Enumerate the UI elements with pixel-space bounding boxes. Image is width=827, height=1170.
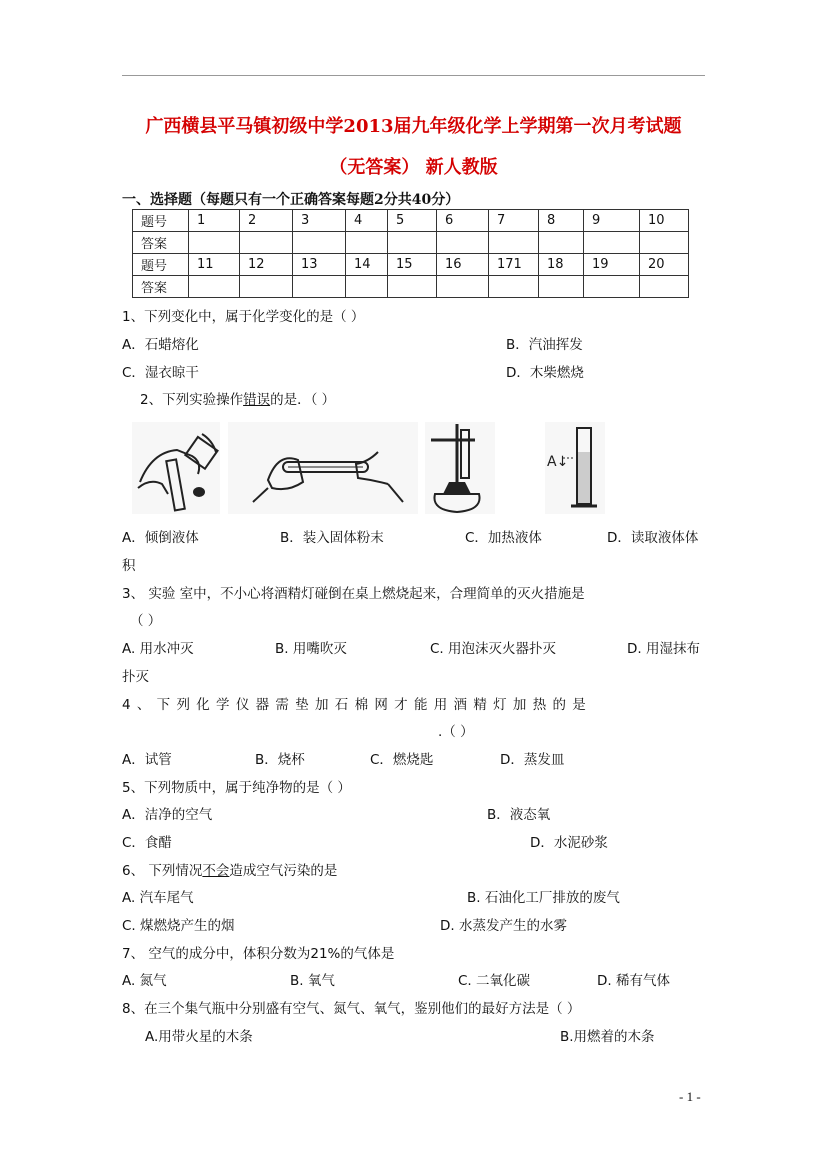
heat-liquid-figure bbox=[425, 422, 495, 514]
question-5-stem: 5、下列物质中，属于纯净物的是（ ） bbox=[122, 780, 351, 796]
answer-cell[interactable] bbox=[293, 232, 346, 254]
answer-cell[interactable] bbox=[539, 276, 584, 298]
q6-stem-underlined: 不会 bbox=[202, 863, 230, 879]
q3-option-b[interactable]: B. 用嘴吹灭 bbox=[275, 641, 347, 657]
question-1-stem: 1、下列变化中，属于化学变化的是（ ） bbox=[122, 309, 365, 325]
table-row bbox=[133, 276, 689, 298]
table-cell: 3 bbox=[293, 210, 346, 232]
table-cell: 答案 bbox=[133, 276, 189, 298]
table-cell: 4 bbox=[346, 210, 388, 232]
header-rule bbox=[122, 75, 705, 76]
answer-cell[interactable] bbox=[346, 232, 388, 254]
answer-cell[interactable] bbox=[584, 232, 640, 254]
q2-option-b[interactable]: B．装入固体粉末 bbox=[280, 530, 384, 546]
answer-table bbox=[132, 209, 689, 298]
q4-option-d[interactable]: D．蒸发皿 bbox=[500, 752, 565, 768]
answer-cell[interactable] bbox=[584, 276, 640, 298]
question-3-stem: 3、 实验 室中，不小心将酒精灯碰倒在桌上燃烧起来，合理简单的灭火措施是 bbox=[122, 586, 585, 602]
answer-cell[interactable] bbox=[640, 276, 689, 298]
table-cell: 9 bbox=[584, 210, 640, 232]
q2-stem-post: 的是．（ ） bbox=[270, 392, 336, 408]
add-powder-figure bbox=[228, 422, 418, 514]
q6-option-c[interactable]: C. 煤燃烧产生的烟 bbox=[122, 918, 235, 934]
answer-cell[interactable] bbox=[346, 276, 388, 298]
table-cell: 6 bbox=[437, 210, 489, 232]
table-cell: 答案 bbox=[133, 232, 189, 254]
q8-option-a[interactable]: A.用带火星的木条 bbox=[145, 1029, 253, 1045]
answer-cell[interactable] bbox=[388, 232, 437, 254]
q7-option-a[interactable]: A. 氮气 bbox=[122, 973, 167, 989]
table-cell: 20 bbox=[640, 254, 689, 276]
q5-option-d[interactable]: D．水泥砂浆 bbox=[530, 835, 608, 851]
table-cell: 13 bbox=[293, 254, 346, 276]
q5-option-b[interactable]: B．液态氧 bbox=[487, 807, 551, 823]
question-8-stem: 8、在三个集气瓶中分别盛有空气、氮气、氧气，鉴别他们的最好方法是（ ） bbox=[122, 1001, 581, 1017]
q4-answer-paren: .（ ） bbox=[438, 724, 474, 740]
q2-stem-underlined: 错误 bbox=[243, 392, 271, 408]
q1-option-a[interactable]: A．石蜡熔化 bbox=[122, 337, 199, 353]
table-cell: 15 bbox=[388, 254, 437, 276]
table-cell: 12 bbox=[240, 254, 293, 276]
q2-option-a[interactable]: A．倾倒液体 bbox=[122, 530, 199, 546]
table-cell: 题号 bbox=[133, 254, 189, 276]
table-cell: 16 bbox=[437, 254, 489, 276]
q1-option-c[interactable]: C．湿衣晾干 bbox=[122, 365, 199, 381]
question-4-stem: 4 、 下 列 化 学 仪 器 需 垫 加 石 棉 网 才 能 用 酒 精 灯 加 热 的 是 bbox=[122, 697, 587, 713]
table-cell: 8 bbox=[539, 210, 584, 232]
table-cell: 171 bbox=[489, 254, 539, 276]
q5-option-a[interactable]: A．洁净的空气 bbox=[122, 807, 213, 823]
q6-option-a[interactable]: A. 汽车尾气 bbox=[122, 890, 194, 906]
pour-liquid-figure bbox=[132, 422, 220, 514]
q7-option-c[interactable]: C. 二氧化碳 bbox=[458, 973, 531, 989]
q3-answer-paren: （ ） bbox=[130, 613, 162, 629]
answer-cell[interactable] bbox=[539, 232, 584, 254]
answer-cell[interactable] bbox=[640, 232, 689, 254]
q3-option-c[interactable]: C. 用泡沫灭火器扑灭 bbox=[430, 641, 557, 657]
q1-option-b[interactable]: B．汽油挥发 bbox=[506, 337, 583, 353]
q6-option-b[interactable]: B. 石油化工厂排放的废气 bbox=[467, 890, 620, 906]
answer-cell[interactable] bbox=[437, 276, 489, 298]
q3-option-d-continuation: 扑灭 bbox=[122, 669, 149, 685]
table-cell: 2 bbox=[240, 210, 293, 232]
answer-cell[interactable] bbox=[489, 276, 539, 298]
q6-stem-post: 造成空气污染的是 bbox=[229, 863, 338, 879]
answer-cell[interactable] bbox=[293, 276, 346, 298]
answer-cell[interactable] bbox=[240, 276, 293, 298]
title-line-2: （无答案） 新人教版 bbox=[329, 157, 498, 178]
table-cell: 19 bbox=[584, 254, 640, 276]
table-cell: 5 bbox=[388, 210, 437, 232]
answer-cell[interactable] bbox=[189, 276, 240, 298]
table-cell: 题号 bbox=[133, 210, 189, 232]
answer-cell[interactable] bbox=[489, 232, 539, 254]
q2-stem-pre: 2、下列实验操作 bbox=[140, 392, 244, 408]
section-heading: 一、选择题（每题只有一个正确答案每题2分共40分） bbox=[122, 192, 460, 208]
q2-option-c[interactable]: C．加热液体 bbox=[465, 530, 542, 546]
q8-option-b[interactable]: B.用燃着的木条 bbox=[560, 1029, 655, 1045]
table-row bbox=[133, 210, 689, 232]
question-2-stem bbox=[140, 388, 335, 408]
read-volume-figure bbox=[545, 422, 605, 514]
table-cell: 11 bbox=[189, 254, 240, 276]
answer-cell[interactable] bbox=[189, 232, 240, 254]
question-6-stem bbox=[122, 859, 337, 879]
page-number: - 1 - bbox=[679, 1089, 701, 1104]
q4-option-b[interactable]: B．烧杯 bbox=[255, 752, 305, 768]
q2-option-d[interactable]: D．读取液体体 bbox=[607, 530, 699, 546]
q4-option-c[interactable]: C．燃烧匙 bbox=[370, 752, 434, 768]
table-cell: 1 bbox=[189, 210, 240, 232]
q7-option-b[interactable]: B. 氧气 bbox=[290, 973, 335, 989]
q3-option-a[interactable]: A. 用水冲灭 bbox=[122, 641, 194, 657]
table-row bbox=[133, 254, 689, 276]
table-row bbox=[133, 232, 689, 254]
table-cell: 18 bbox=[539, 254, 584, 276]
q3-option-d[interactable]: D. 用湿抹布 bbox=[627, 641, 700, 657]
answer-cell[interactable] bbox=[240, 232, 293, 254]
q7-option-d[interactable]: D. 稀有气体 bbox=[597, 973, 670, 989]
svg-text:A↓: A↓ bbox=[547, 454, 569, 470]
q4-option-a[interactable]: A．试管 bbox=[122, 752, 172, 768]
answer-cell[interactable] bbox=[388, 276, 437, 298]
q6-option-d[interactable]: D. 水蒸发产生的水雾 bbox=[440, 918, 567, 934]
answer-cell[interactable] bbox=[437, 232, 489, 254]
question-7-stem: 7、 空气的成分中，体积分数为21%的气体是 bbox=[122, 946, 395, 962]
q6-stem-pre: 6、 下列情况 bbox=[122, 863, 203, 879]
q5-option-c[interactable]: C．食醋 bbox=[122, 835, 172, 851]
title-line-1: 广西横县平马镇初级中学2013届九年级化学上学期第一次月考试题 bbox=[145, 116, 682, 137]
table-cell: 10 bbox=[640, 210, 689, 232]
q2-option-d-continuation: 积 bbox=[122, 558, 136, 574]
table-cell: 7 bbox=[489, 210, 539, 232]
table-cell: 14 bbox=[346, 254, 388, 276]
q1-option-d[interactable]: D．木柴燃烧 bbox=[506, 365, 584, 381]
